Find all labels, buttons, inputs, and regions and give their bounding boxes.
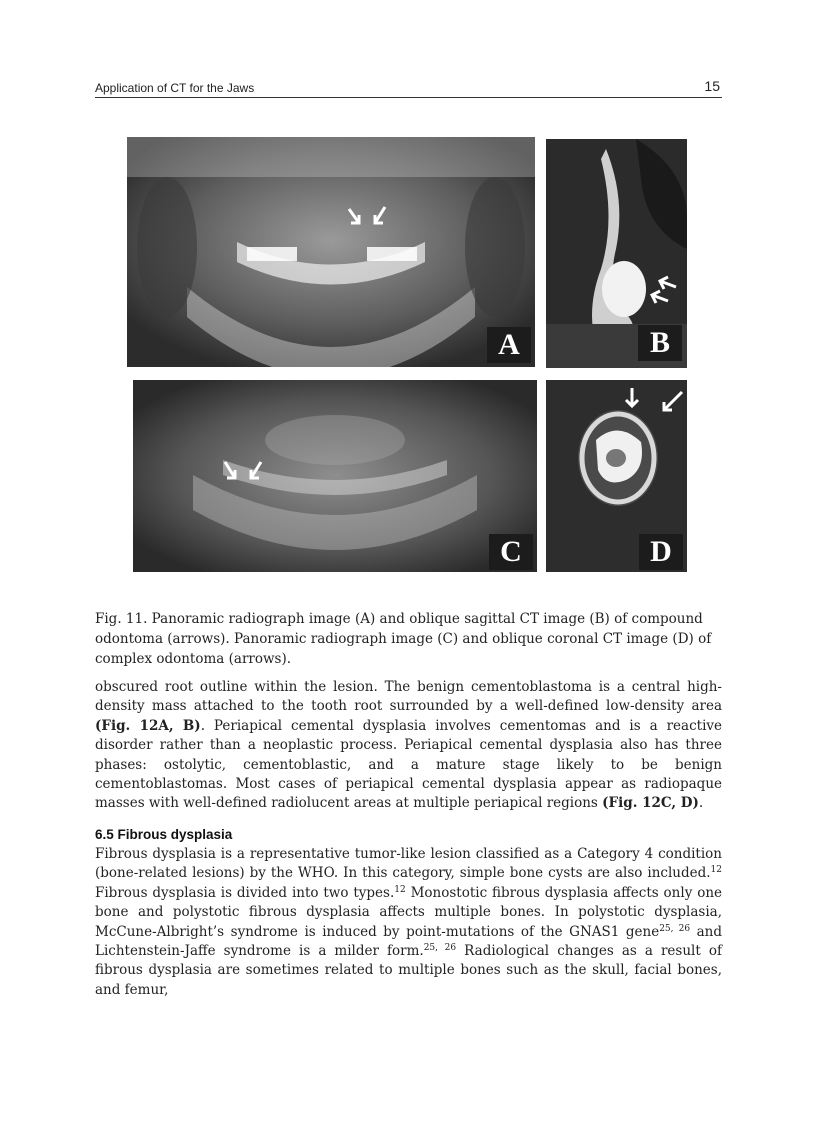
panel-label-c: C [489,534,533,570]
figure-reference: (Fig. 12A, B) [95,717,201,734]
figure-reference: (Fig. 12C, D) [602,795,699,812]
figure-panel-d [546,380,687,572]
running-header [95,79,722,98]
page-number: 15 [704,78,720,94]
running-title: Application of CT for the Jaws [95,81,255,95]
paragraph-text: Fibrous dysplasia is divided into two types. [95,884,395,901]
section-heading: 6.5 Fibrous dysplasia [95,827,233,842]
paragraph-text: Radiological changes as a result of fibrous dysplasia are sometimes related to multiple bones such as the skull, facial bones, and femur, [95,943,722,998]
body-paragraph-1 [95,678,722,814]
panel-label-b: B [638,325,682,361]
panoramic-radiograph-a [127,137,535,367]
figure-panel-b [546,139,687,368]
citation: 12 [710,865,722,876]
panoramic-radiograph-c [133,380,537,572]
citation: 12 [394,884,406,895]
figure-panel-a [127,137,535,367]
citation: 25, 26 [659,923,691,934]
panel-label-a: A [487,327,531,363]
body-paragraph-2 [95,845,722,1000]
figure-caption: Fig. 11. Panoramic radiograph image (A) and oblique sagittal CT image (B) of compound odontoma (arrows). Panoramic radiograph image (C) and oblique coronal CT image (D) of complex odontoma (arrows). [95,611,712,667]
paragraph-text: . Periapical cemental dysplasia involves cementomas and is a reactive disorder rather than a neoplastic process. Periapical cemental dysplasia also has three phases: ostolytic, cementoblastic, and a mature stage likely to be benign cementoblastomas. Most cases of periapical cemental dysplasia appear as radiopaque masses with well-defined radiolucent areas at multiple periapical regions [95,717,723,812]
panel-label-d: D [639,534,683,570]
citation: 25, 26 [423,943,457,954]
figure-panel-c [133,380,537,572]
paragraph-text: obscured root outline within the lesion. The benign cementoblastoma is a central high-density mass attached to the tooth root surrounded by a well-defined low-density area [95,679,722,715]
paragraph-text: . [698,795,704,812]
paragraph-text: and Lichtenstein-Jaffe syndrome is a milder form. [95,923,722,960]
paragraph-text: Fibrous dysplasia is a representative tumor-like lesion classified as a Category 4 condition (bone-related lesions) by the WHO. In this category, simple bone cysts are also included. [95,846,722,882]
paragraph-text: Monostotic fibrous dysplasia affects only one bone and polystotic fibrous dysplasia affects multiple bones. In polystotic dysplasia, McCune-Albright’s syndrome is induced by point-mutations of the GNAS1 gene [95,884,723,940]
